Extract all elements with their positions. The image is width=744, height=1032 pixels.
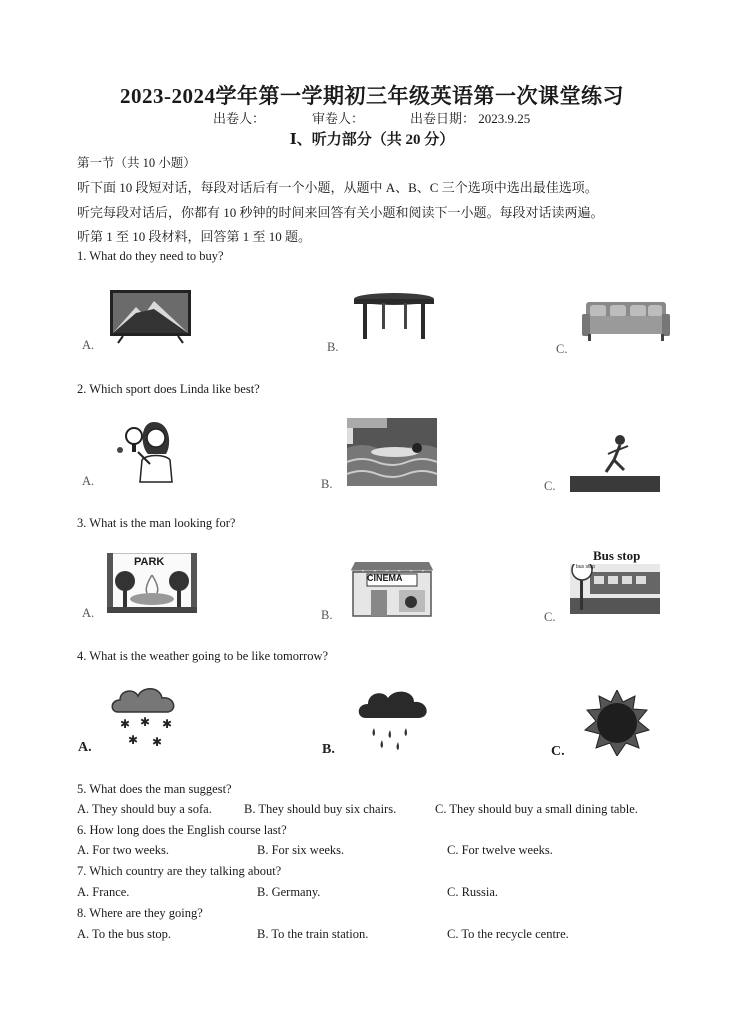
question-7: 7. Which country are they talking about? xyxy=(77,864,282,878)
svg-text:✱: ✱ xyxy=(128,733,139,747)
question-5: 5. What does the man suggest? xyxy=(77,782,232,796)
section-title: Ⅰ、听力部分（共 20 分） xyxy=(289,132,455,148)
bus-stop-caption: Bus stop xyxy=(593,548,641,563)
instruction-3: 听第 1 至 10 段材料，回答第 1 至 10 题。 xyxy=(77,229,312,244)
q7-option-c: C. Russia. xyxy=(447,885,499,899)
svg-text:✱: ✱ xyxy=(140,715,151,729)
q1-option-b-label: B. xyxy=(327,340,339,354)
q3-option-c-label: C. xyxy=(544,610,556,624)
exam-date: 出卷日期： 2023.9.25 xyxy=(410,111,531,126)
exam-title: 2023-2024学年第一学期初三年级英语第一次课堂练习 xyxy=(120,84,624,108)
q3-option-a-label: A. xyxy=(82,606,95,620)
svg-text:✱: ✱ xyxy=(120,717,131,731)
part-heading: 第一节（共 10 小题） xyxy=(77,156,196,170)
q5-option-b: B. They should buy six chairs. xyxy=(244,802,397,816)
q6-option-c: C. For twelve weeks. xyxy=(447,843,553,857)
q5-option-a: A. They should buy a sofa. xyxy=(77,802,212,816)
q5-option-c: C. They should buy a small dining table. xyxy=(435,802,638,816)
q2-option-c-label: C. xyxy=(544,479,556,493)
q1-option-a-label: A. xyxy=(82,338,95,352)
ping-pong-girl-image xyxy=(110,414,182,484)
question-4: 4. What is the weather going to be like tomorrow? xyxy=(77,649,329,663)
q7-option-b: B. Germany. xyxy=(257,885,321,899)
q2-option-a-label: A. xyxy=(82,474,95,488)
svg-text:✱: ✱ xyxy=(162,717,173,731)
rain-cloud-image xyxy=(356,688,436,752)
sofa-image xyxy=(582,300,670,342)
q8-option-b: B. To the train station. xyxy=(257,927,369,941)
instruction-1: 听下面 10 段短对话，每段对话后有一个小题，从题中 A、B、C 三个选项中选出最佳选项。 xyxy=(77,180,598,195)
q4-option-a-label: A. xyxy=(78,740,92,755)
swimming-image xyxy=(347,418,437,486)
question-6: 6. How long does the English course last? xyxy=(77,823,287,837)
bus-stop-image xyxy=(570,564,660,614)
running-image xyxy=(570,430,660,492)
question-3: 3. What is the man looking for? xyxy=(77,516,236,530)
setter-label: 出卷人： xyxy=(213,111,266,126)
park-sign: PARK xyxy=(134,556,165,568)
reviewer-label: 审卷人： xyxy=(312,111,365,126)
instruction-2: 听完每段对话后，你都有 10 秒钟的时间来回答有关小题和阅读下一小题。每段对话读两遍。 xyxy=(77,205,604,220)
snow-cloud-image xyxy=(108,684,190,750)
q1-option-c-label: C. xyxy=(556,342,568,356)
q7-option-a: A. France. xyxy=(77,885,130,899)
question-2: 2. Which sport does Linda like best? xyxy=(77,382,260,396)
question-8: 8. Where are they going? xyxy=(77,906,203,920)
svg-text:✱: ✱ xyxy=(152,735,163,749)
q8-option-a: A. To the bus stop. xyxy=(77,927,172,941)
cinema-sign: CINEMA xyxy=(367,573,403,583)
q2-option-b-label: B. xyxy=(321,477,333,491)
q8-option-c: C. To the recycle centre. xyxy=(447,927,569,941)
bus-stop-sign: bus stop xyxy=(576,564,595,570)
television-image xyxy=(108,289,193,344)
q6-option-b: B. For six weeks. xyxy=(257,843,345,857)
q6-option-a: A. For two weeks. xyxy=(77,843,170,857)
q4-option-b-label: B. xyxy=(322,742,335,757)
sun-image xyxy=(581,690,653,756)
q3-option-b-label: B. xyxy=(321,608,333,622)
round-table-image xyxy=(352,291,437,341)
cinema-image xyxy=(349,560,435,618)
question-1: 1. What do they need to buy? xyxy=(77,249,224,263)
q4-option-c-label: C. xyxy=(551,744,565,759)
